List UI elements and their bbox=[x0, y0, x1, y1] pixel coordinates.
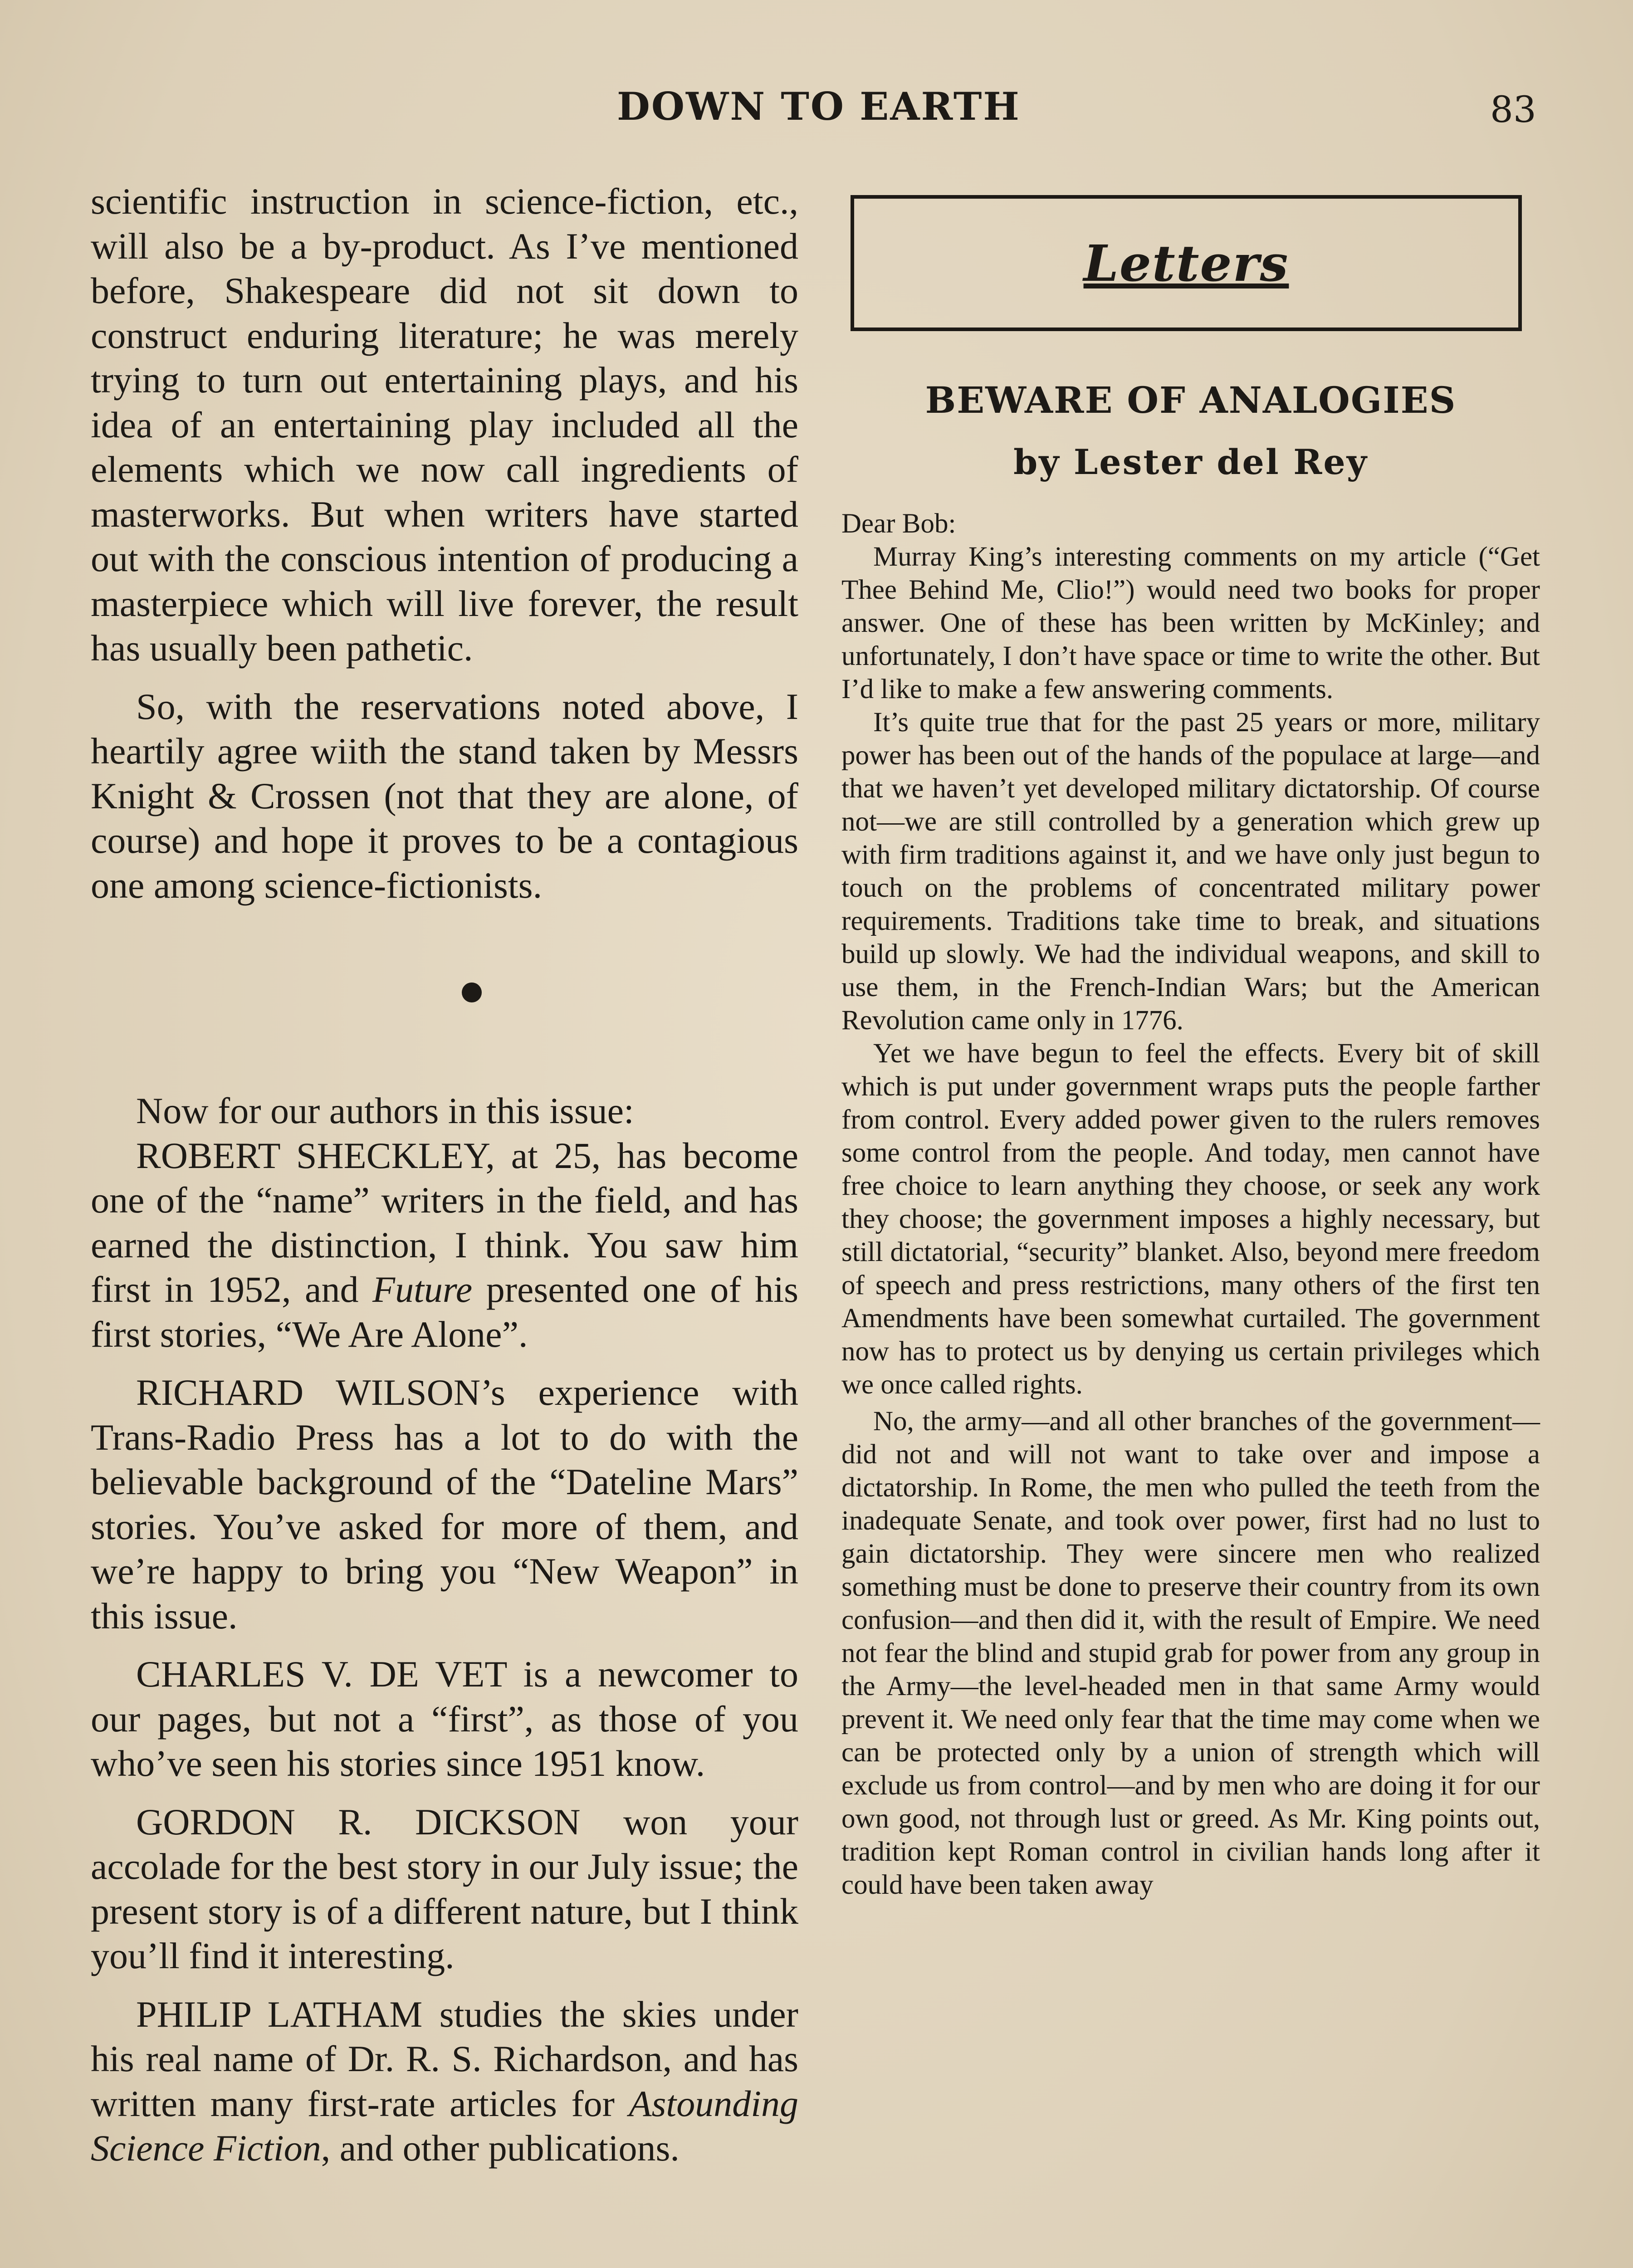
author-note-sheckley: ROBERT SHECKLEY, at 25, has become one of the “name” writers in the field, and has earned the distinction, I think. You saw him first in 1952, and Future presented one of his first stories, “We Are Alone”. bbox=[91, 1134, 798, 1355]
letter-paragraph: No, the army—and all other branches of the government—did not and will not want to take over and impose a dictatorship. In Rome, the men who pulled the teeth from the inadequate Senate, and took over power, first had no lust to gain dictatorship. They were sincere men who realized something must be done to preserve their country from its own confusion—and then did it, with the result of Empire. We need not fear the blind and stupid grab for power from any group in the Army—the level-headed men in that same Army would prevent it. We need only fear that the time may come when we can be protected only by a union of strength which will exclude us from control—and by men who are doing it for our own good, not through lust or greed. As Mr. King points out, tradition kept Roman control in civilian hands long after it could have been taken away bbox=[841, 1406, 1540, 1900]
letter-title: BEWARE OF ANALOGIES bbox=[925, 379, 1457, 421]
running-title: DOWN TO EARTH bbox=[617, 84, 1021, 129]
letter-byline: by Lester del Rey bbox=[1013, 442, 1368, 482]
right-column bbox=[841, 195, 1540, 1901]
left-column bbox=[91, 179, 798, 2171]
running-head bbox=[0, 84, 1633, 134]
author-note-latham: PHILIP LATHAM studies the skies under his real name of Dr. R. S. Richardson, and has written many first-rate articles for Astounding Science Fiction, and other publications. bbox=[91, 1993, 798, 2169]
letters-heading: Letters bbox=[1083, 234, 1289, 293]
author-name: GORDON R. DICKSON bbox=[136, 1801, 581, 1843]
letter-paragraph: Yet we have begun to feel the effects. Every bit of skill which is put under government wraps puts the people farther from control. Every added power given to the rulers removes some control from the people. And today, men cannot have free choice to learn anything they choose, or seek any work they choose; the government imposes a highly necessary, but still dictatorial, “security” blanket. Also, beyond mere freedom of speech and press restrictions, many others of the first ten Amendments have been somewhat curtailed. The government now has to protect us by denying us certain privileges which we once called rights. bbox=[841, 1038, 1540, 1400]
continued-paragraph: scientific instruction in science-fiction, etc., will also be a by-product. As I’ve mentioned before, Shakespeare did not sit down to construct enduring literature; he was merely trying to turn out entertaining plays, and his idea of an entertaining play included all the elements which we now call ingredients of masterworks. But when writers have started out with the conscious intention of producing a masterpiece which will live forever, the result has usually been pathetic. bbox=[91, 181, 798, 669]
section-bullet bbox=[462, 982, 482, 1002]
letter-body bbox=[841, 507, 1540, 1901]
author-note-wilson: RICHARD WILSON’s experience with Trans-Radio Press has a lot to do with the believable background of the “Dateline Mars” stories. You’ve asked for more of them, and we’re happy to bring you “New Weapon” in this issue. bbox=[91, 1372, 798, 1637]
letter-paragraph: Murray King’s interesting comments on my article (“Get Thee Behind Me, Clio!”) would need two books for proper answer. One of these has been written by McKinley; and unfortunately, I don’t have space or time to write the other. But I’d like to make a few answering comments. bbox=[841, 542, 1540, 704]
magazine-title: Future bbox=[372, 1269, 473, 1310]
page-number: 83 bbox=[1490, 88, 1536, 131]
author-name: RICHARD WILSON bbox=[136, 1372, 481, 1413]
author-note-devet: CHARLES V. DE VET is a newcomer to our pages, but not a “first”, as those of you who’ve seen his stories since 1951 know. bbox=[91, 1653, 798, 1784]
author-note-dickson: GORDON R. DICKSON won your accolade for the best story in our July issue; the present story is of a different nature, but I think you’ll find it interesting. bbox=[91, 1801, 799, 1976]
letters-section-box bbox=[851, 195, 1522, 331]
letter-paragraph: It’s quite true that for the past 25 years or more, military power has been out of the hands of the populace at large—and that we haven’t yet developed military dictatorship. Of course not—we are still controlled by a generation which grew up with firm traditions against it, and we have only just begun to touch on the problems of concentrated military power requirements. Traditions take time to break, and situations build up slowly. We had the individual weapons, and skill to use them, in the French-Indian Wars; but the American Revolution came only in 1776. bbox=[841, 707, 1540, 1036]
author-name: ROBERT SHECKLEY bbox=[136, 1134, 486, 1176]
closing-paragraph: So, with the reservations noted above, I heartily agree wiith the stand taken by Messrs Knight & Crossen (not that they are alone, of course) and hope it proves to be a contagious one among science-fictionists. bbox=[91, 685, 798, 906]
letter-salutation: Dear Bob: bbox=[841, 508, 956, 539]
author-name: CHARLES V. DE VET bbox=[136, 1653, 507, 1695]
authors-intro: Now for our authors in this issue: bbox=[136, 1090, 634, 1131]
magazine-title: Astounding Science Fiction bbox=[91, 2082, 798, 2169]
author-name: PHILIP LATHAM bbox=[136, 1993, 423, 2035]
